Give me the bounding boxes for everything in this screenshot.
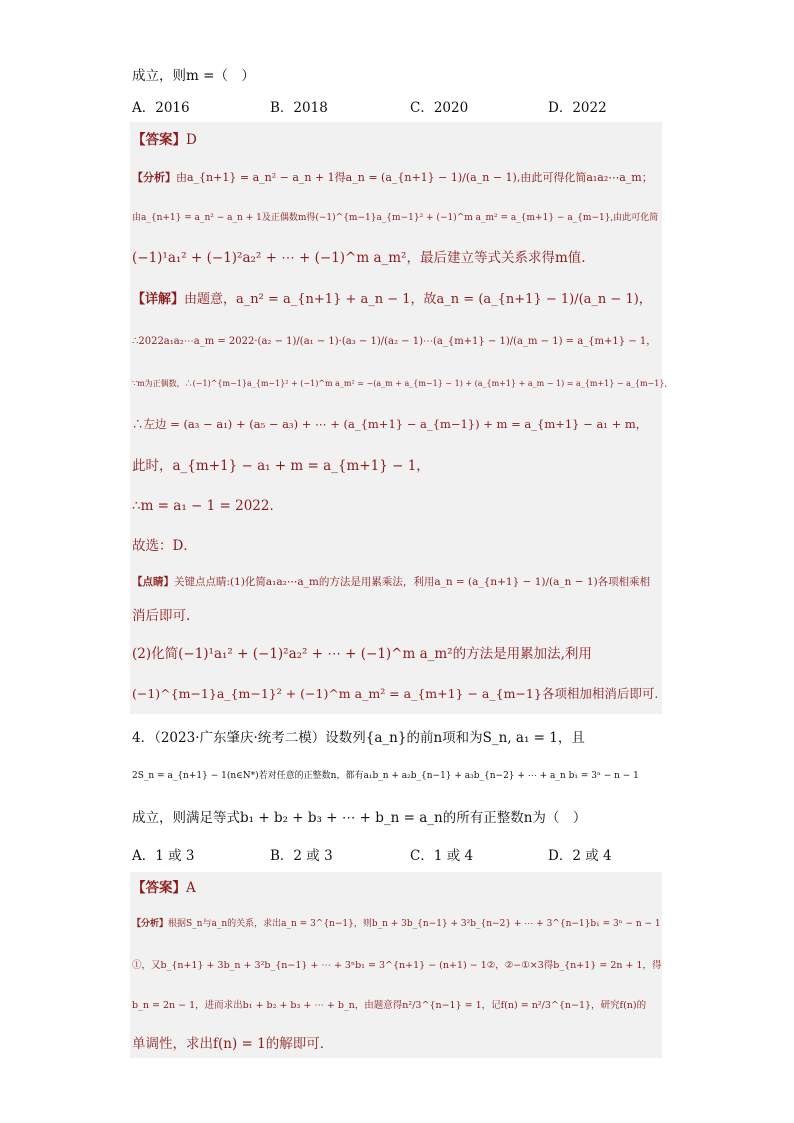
analysis-text: 根据S_n与a_n的关系，求出a_n = 3^{n−1}，则b_n + 3b_{n−1} + 3²b_{n−2} + ⋯ + 3^{n−1}b₁ = 3ⁿ − n − 1: [168, 919, 661, 929]
analysis-label: 【分析】: [132, 919, 169, 929]
q4-stem-line-1: 4．（2023·广东肇庆·统考二模）设数列{a_n}的前n项和为S_n, a₁ = 1，且: [132, 730, 585, 746]
note-text: 关键点点睛:(1)化简a₁a₂⋯a_m的方法是用累乘法，利用a_n = (a_{n+1} − 1)/(a_n − 1)各项相乘相: [174, 576, 651, 588]
q4-option-d: D．2 或 4: [548, 848, 612, 864]
sol3-detail-line-6: ∴m = a₁ − 1 = 2022．: [132, 498, 283, 514]
answer-value: A: [186, 880, 196, 896]
sol3-detail-line-1: [132, 290, 652, 310]
q3-option-a: A．2016: [132, 100, 190, 116]
answer-label: 【答案】: [132, 132, 186, 148]
q4-option-c: C．1 或 4: [410, 848, 474, 864]
detail-text: 由题意，a_n² = a_{n+1} + a_n − 1，故a_n = (a_{n+1} − 1)/(a_n − 1)，: [184, 292, 652, 307]
analysis-text: 由a_{n+1} = a_n² − a_n + 1得a_n = (a_{n+1} − 1)/(a_n − 1),由此可得化简a₁a₂⋯a_m；: [176, 171, 653, 184]
sol4-analysis-line-1: [132, 914, 661, 934]
answer-value: D: [186, 132, 197, 148]
sol3-note-line-2: 消后即可.: [132, 608, 191, 624]
q3-option-d: D．2022: [548, 100, 607, 116]
sol3-detail-line-7: 故选：D．: [132, 538, 197, 554]
sol3-analysis-line-2: 由a_{n+1} = a_n² − a_n + 1及正偶数m得(−1)^{m−1}a_{m−1}² + (−1)^m a_m² = a_{m+1} − a_{m−1},由此可化简: [132, 213, 659, 223]
sol3-detail-line-5: 此时，a_{m+1} − a₁ + m = a_{m+1} − 1，: [132, 458, 430, 474]
sol3-note-line-1: [132, 572, 650, 592]
sol3-detail-line-3: ∵m为正偶数，∴(−1)^{m−1}a_{m−1}² + (−1)^m a_m² = −(a_m + a_{m−1} − 1) + (a_{m+1} + a_m − 1) = a_{m+1} − a_{m−1}，: [132, 379, 673, 388]
note-label: 【点睛】: [132, 576, 174, 588]
q3-stem-end: 成立，则m =（ ）: [132, 68, 255, 84]
q4-stem-line-3: 成立，则满足等式b₁ + b₂ + b₃ + ⋯ + b_n = a_n的所有正整数n为（ ）: [132, 810, 587, 826]
sol3-detail-line-4: ∴左边 = (a₃ − a₁) + (a₅ − a₃) + ⋯ + (a_{m+1} − a_{m−1}) + m = a_{m+1} − a₁ + m，: [132, 417, 648, 431]
sol3-detail-line-2: ∴2022a₁a₂⋯a_m = 2022·(a₂ − 1)/(a₁ − 1)·(a₃ − 1)/(a₂ − 1)⋯(a_{m+1} − 1)/(a_m − 1) = a_{m+1} − 1，: [132, 336, 657, 347]
q4-option-a: A．1 或 3: [132, 848, 195, 864]
detail-label: 【详解】: [132, 292, 185, 307]
sol3-answer-line: [132, 130, 197, 150]
q4-stem-line-2: 2S_n = a_{n+1} − 1(n∈N*)若对任意的正整数n，都有a₁b_n + a₂b_{n−1} + a₃b_{n−2} + ⋯ + a_n b₁ = 3ⁿ − n − 1: [132, 771, 639, 781]
sol4-analysis-line-3: b_n = 2n − 1，进而求出b₁ + b₂ + b₃ + ⋯ + b_n，由题意得n²/3^{n−1} = 1，记f(n) = n²/3^{n−1}，研究f(n)的: [132, 1000, 647, 1011]
sol3-analysis-line-1: [132, 168, 653, 188]
sol4-analysis-line-2: ①，又b_{n+1} + 3b_n + 3²b_{n−1} + ⋯ + 3ⁿb₁ = 3^{n+1} − (n+1) − 1②，②−①×3得b_{n+1} = 2n + 1，得: [132, 960, 662, 971]
q4-option-b: B．2 或 3: [270, 848, 333, 864]
sol4-analysis-line-4: 单调性，求出f(n) = 1的解即可．: [132, 1036, 334, 1052]
answer-label: 【答案】: [132, 880, 186, 896]
analysis-label: 【分析】: [132, 171, 176, 184]
sol3-analysis-line-3: (−1)¹a₁² + (−1)²a₂² + ⋯ + (−1)^m a_m²，最后建立等式关系求得m值.: [132, 250, 586, 266]
sol3-note-line-3: (2)化简(−1)¹a₁² + (−1)²a₂² + ⋯ + (−1)^m a_m²的方法是用累加法,利用: [132, 646, 592, 662]
sol3-note-line-4: (−1)^{m−1}a_{m−1}² + (−1)^m a_m² = a_{m+1} − a_{m−1}各项相加相消后即可.: [132, 686, 659, 701]
q3-option-c: C．2020: [410, 100, 469, 116]
sol4-answer-line: [132, 878, 196, 898]
q3-option-b: B．2018: [270, 100, 328, 116]
